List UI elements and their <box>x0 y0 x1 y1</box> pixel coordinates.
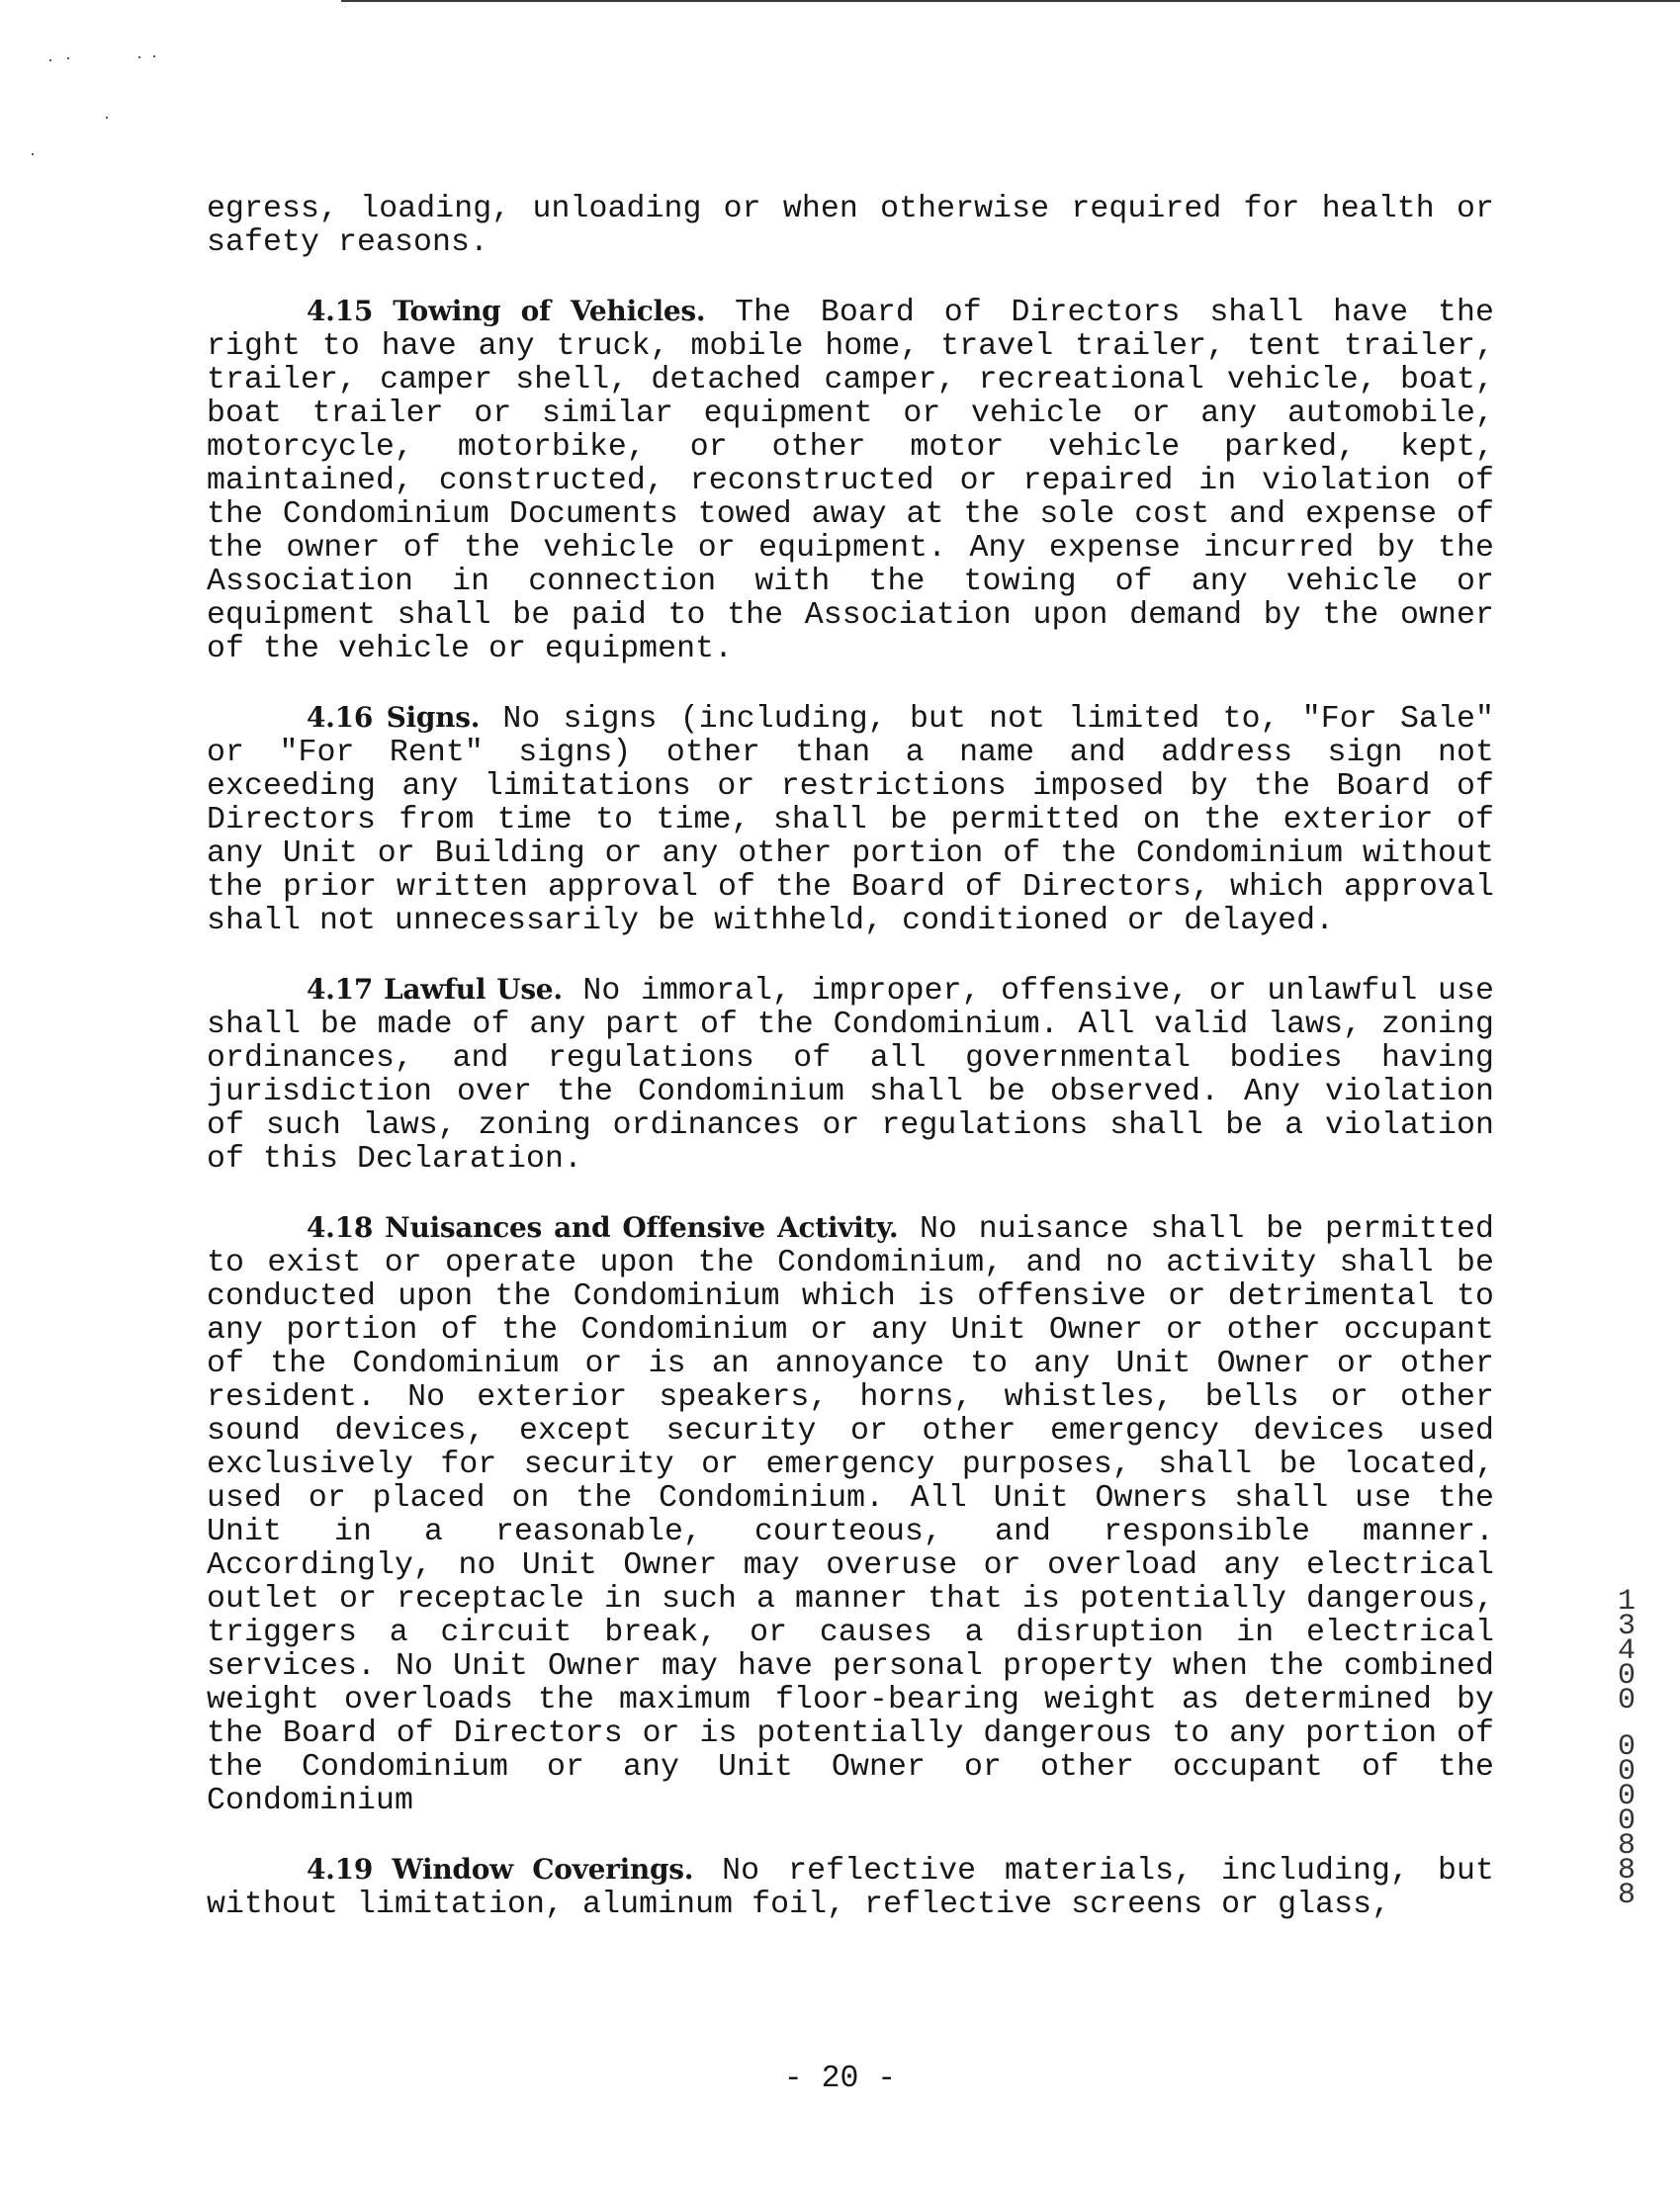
section-4-16-signs <box>207 701 1494 938</box>
section-heading: 4.17 Lawful Use. <box>307 973 563 1006</box>
stamp-digit: 0 <box>1617 1780 1636 1813</box>
stamp-digit: 0 <box>1617 1755 1636 1789</box>
paragraph-continuation <box>207 193 1494 260</box>
side-document-stamp <box>1610 1585 1643 1912</box>
scan-speck <box>32 153 34 155</box>
paragraph-text: No reflective materials, including, but without limitation, aluminum foil, reflective screens or glass, <box>207 1854 1495 1922</box>
paragraph-text: No signs (including, but not limited to, "For Sale" or "For Rent" signs) other than a name and address sign not exceeding any limitations or restrictions imposed by the Board of Directors from time to time, shall be permitted on the exterior of any Unit or Building or any other portion of the Condominium without the prior written approval of the Board of Directors, which approval shall not unnecessarily be withheld, conditioned or delayed. <box>207 702 1494 938</box>
paragraph-text: No immoral, improper, offensive, or unlawful use shall be made of any part of the Condominium. All valid laws, zoning ordinances, and regulations of all governmental bodies having jurisdiction over the Condominium shall be observed. Any violation of such laws, zoning ordinances or regulations shall be a violation of this Declaration. <box>207 974 1495 1177</box>
stamp-digit: 8 <box>1617 1829 1636 1863</box>
stamp-digit: 8 <box>1617 1854 1636 1888</box>
section-heading: 4.19 Window Coverings. <box>307 1853 694 1886</box>
stamp-digit: 0 <box>1617 1730 1636 1764</box>
section-4-17-lawful-use <box>207 973 1494 1177</box>
section-heading: 4.18 Nuisances and Offensive Activity. <box>307 1211 899 1244</box>
scan-speck <box>153 55 155 57</box>
section-heading: 4.15 Towing of Vehicles. <box>307 295 706 327</box>
stamp-digit: 8 <box>1617 1879 1636 1912</box>
stamp-digit: 1 <box>1617 1585 1636 1619</box>
paragraph-text: The Board of Directors shall have the right to have any truck, mobile home, travel trailer, tent trailer, trailer, camper shell, detached camper, recreational vehicle, boat, boat trailer or similar equipment or vehicle or any automobile, motorcycle, motorbike, or other motor vehicle parked, kept, maintained, constructed, reconstructed or repaired in violation of the Condominium Documents towed away at the sole cost and expense of the owner of the vehicle or equipment. Any expense incurred by the Association in connection with the towing of any vehicle or equipment shall be paid to the Association upon demand by the owner of the vehicle or equipment. <box>207 296 1494 666</box>
stamp-digit: 0 <box>1617 1684 1636 1717</box>
section-4-15-towing-of-vehicles <box>207 295 1494 666</box>
paragraph-text: egress, loading, unloading or when otherwise required for health or safety reasons. <box>207 192 1494 260</box>
paragraph-text: No nuisance shall be permitted to exist or operate upon the Condominium, and no activity shall be conducted upon the Condominium which is offensive or detrimental to any portion of the Condominium or any Unit Owner or other occupant of the Condominium or is an annoyance to any Unit Owner or other resident. No exterior speakers, horns, whistles, bells or other sound devices, except security or other emergency devices used exclusively for security or emergency purposes, shall be located, used or placed on the Condominium. All Unit Owners shall use the Unit in a reasonable, courteous, and responsible manner. Accordingly, no Unit Owner may overuse or overload any electrical outlet or receptacle in such a manner that is potentially dangerous, triggers a circuit break, or causes a disruption in electrical services. No Unit Owner may have personal property when the combined weight overloads the maximum floor-bearing weight as determined by the Board of Directors or is potentially dangerous to any portion of the Condominium or any Unit Owner or other occupant of the Condominium <box>207 1212 1494 1818</box>
stamp-digit: 0 <box>1617 1804 1636 1838</box>
scan-speck <box>106 117 108 119</box>
page-number: - 20 - <box>783 2062 897 2096</box>
scan-speck <box>138 56 140 58</box>
section-heading: 4.16 Signs. <box>307 701 481 734</box>
document-body <box>207 193 1494 1957</box>
section-4-18-nuisances-and-offensive-activity <box>207 1211 1494 1818</box>
scan-speck <box>67 57 69 59</box>
stamp-digit: 0 <box>1617 1659 1636 1693</box>
stamp-digit: 4 <box>1617 1634 1636 1668</box>
section-4-19-window-coverings <box>207 1853 1494 1922</box>
stamp-digit: 3 <box>1617 1610 1636 1643</box>
scan-speck <box>49 59 51 61</box>
top-edge-rule <box>341 0 1680 2</box>
